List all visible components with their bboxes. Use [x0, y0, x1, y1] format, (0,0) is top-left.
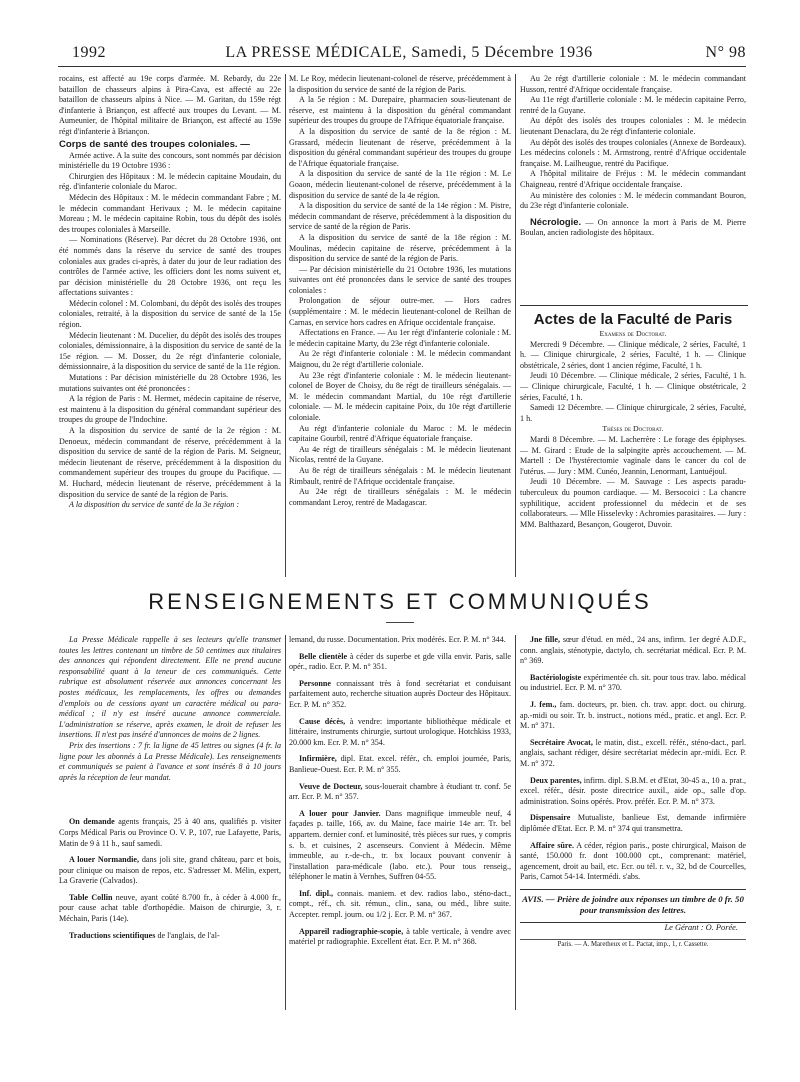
classified-ad [289, 889, 511, 921]
paragraph: A la disposition du service de santé de la 14e région : M. Pistre, médecin commandant de réserve, précédemment à la disposition du service de santé de la région de Paris. [289, 201, 511, 232]
ad-lead: Deux parentes, [530, 775, 582, 785]
paragraph: Au 2e régt d'artillerie coloniale : M. le médecin commandant Husson, rentré d'Afrique occidentale française. [520, 74, 746, 94]
header-rule [58, 66, 746, 67]
ad-text: de l'anglais, de l'al- [157, 930, 220, 940]
issue-number: N° 98 [705, 44, 746, 61]
ad-lead: On demande [69, 817, 115, 827]
ad-lead: Belle clientèle [299, 651, 348, 661]
notice-prices: Prix des insertions : 7 fr. la ligne de 45 lettres ou signes (4 fr. la ligne pour les abonnés à La Presse Médicale). Les renseignements et communiqués se paient à l'avance et sont insérés 8 à 10 jours après la réception de leur mandat. [59, 740, 281, 782]
ad-lead: Appareil radiographie-scopie, [299, 926, 404, 936]
faculty-box-rule-top [520, 305, 748, 306]
section-title: Corps de santé des troupes coloniales. — [59, 138, 250, 150]
classified-ad [289, 927, 511, 948]
paragraph: Armée active. A la suite des concours, sont nommés par décision ministérielle du 19 Octobre 1936 : [59, 150, 281, 171]
notice-intro: La Presse Médicale rappelle à ses lecteurs qu'elle transmet toutes les lettres contenant un timbre de 50 centimes aux titulaires des annonces qui répondent directement. Elle ne prend aucune responsabilité quant à la teneur de ces communiqués. Cette rubrique est absolument réservée aux annonces concernant les postes médicaux, les remplacements, les offres ou demandes d'emplois ou de cessions ayant un caractère médical ou para-médical ; il n'y est inséré aucune annonce commerciale. L'administration se réserve, après examen, le droit de refuser les insertions. Il n'est pas inséré d'annonces de moins de 2 lignes. [59, 635, 281, 740]
classified-ad [59, 817, 281, 849]
paragraph: rocains, est affecté au 19e corps d'armée. M. Rebardy, du 22e bataillon de chasseurs alpins à Pira-Cava, est affecté au 22e bataillon de chasseurs alpins à Nice. — M. Garitan, du 159e régt d'infanterie à Briançon, est affecté aux troupes du Levant. — M. Aumeunier, de l'hôpital militaire de Briançon, est affecté au 159e régt d'infanterie à Briançon. [59, 74, 281, 136]
paragraph: Affectations en France. — Au 1er régt d'infanterie coloniale : M. le médecin capitaine Marty, du 23e régt d'infanterie coloniale. [289, 328, 511, 348]
ad-text: connaissant très à fond secrétariat et conduisant parfaitement auto, recherche situation auprès Docteur des Hôpitaux. Ecr. P. M. n° 352. [289, 678, 511, 709]
top-column-2 [289, 74, 511, 508]
classified-ad [520, 673, 746, 694]
ad-text: infirm. dipl. S.B.M. et d'Etat, 30-45 a., 10 a. prat., excel. référ., désir. poste directrice auxil., aide op., salle d'op. administration. Soins opérés. Prov. préfér. Ecr. P. M. n° 373. [520, 775, 746, 806]
bottom-column-3 [520, 635, 746, 951]
faculty-title: Actes de la Faculté de Paris [533, 311, 733, 328]
ad-lead: Inf. dipl., [299, 888, 334, 898]
ad-lead: Cause décès, [299, 716, 346, 726]
paragraph: A la région de Paris : M. Hermet, médecin capitaine de réserve, est maintenu à la disposition du général commandant supérieur des troupes du groupe de l'Indochine. [59, 394, 281, 425]
column-divider [515, 635, 516, 1010]
paragraph: Au régt d'infanterie coloniale du Maroc : M. le médecin capitaine Gourbil, rentré d'Afrique équatoriale française. [289, 423, 511, 444]
paragraph: Médecin lieutenant : M. Ducelier, du dépôt des isolés des troupes coloniales, démissionnaire, à la disposition du service de santé de la 15e région. — M. Dosser, du 2e régt d'infanterie coloniale, démissionnaire, à la disposition du service de santé de la 11e région. [59, 330, 281, 372]
bottom-column-2 [289, 635, 511, 954]
classified-ad-continued: lemand, du russe. Documentation. Prix modérés. Ecr. P. M. n° 344. [289, 635, 506, 644]
ad-text: neuve, ayant coûté 8.700 fr., à céder à 4.000 fr., pour cause achat table d'orthopédie. Maison de chirurgie, 3, r. Méchain, Paris (14e). [59, 892, 281, 924]
ad-lead: Bactériologiste [530, 672, 582, 682]
paragraph: Au ministère des colonies : M. le médecin commandant Bouron, du 23e régt d'infanterie coloniale. [520, 190, 746, 211]
classified-ad [520, 700, 746, 732]
top-column-3 [520, 74, 746, 239]
paragraph: — Par décision ministérielle du 21 Octobre 1936, les mutations suivantes ont été prononcées dans le service de santé des troupes coloniales : [289, 264, 511, 295]
classified-ad [520, 738, 746, 770]
ad-text: dipl. Etat. excel. référ., ch. emploi journée, Paris, Banlieue-Ouest. Ecr. P. M. n° 355. [289, 754, 511, 774]
classified-ad [59, 931, 281, 942]
classified-ad [520, 841, 746, 883]
paragraph: Au dépôt des isolés des troupes coloniales (Annexe de Bordeaux). Les médecins colonels : M. Armstrong, rentré d'Afrique occidentale française. M. Lailheugue, rentré du Pacifique. [520, 137, 746, 168]
ad-text: Dans magnifique immeuble neuf, 4 façades p. taille, 166, av. du Maine, face mairie 14e arr. Tr. bel appartem. dernier conf. et luminosité, très pièces sur rues, y compris s. b. et cuisines, 2 ascenseurs. Convient à Médecin. Même immeuble, au r.-de-ch., tr. bx locaux pouvant convenir à l'installation para-médicale (labo. etc.). Pour tous renseig., téléphoner le matin à Vernhes, Suffren 04-55. [289, 808, 511, 882]
ad-lead: Veuve de Docteur, [299, 781, 363, 791]
ad-lead: Jne fille, [530, 635, 561, 644]
paragraph: Au 24e régt de tirailleurs sénégalais : M. le médecin commandant Leroy, rentré de Madagascar. [289, 487, 511, 507]
ad-text: fam. docteurs, pr. bien. ch. trav. appr. doct. ou chirurg. ap.-midi ou soir. Tr. b. instruct., notions méd., pratic. et angl. Ecr. P. M. n° 371. [520, 699, 746, 731]
column-divider [515, 74, 516, 577]
paragraph: — Nominations (Réserve). Par décret du 28 Octobre 1936, ont été nommés dans la réserve du service de santé des troupes coloniales aux grades ci-après, à dater du jour de leur radiation des contrôles de l'armée active, les officiers dont les noms suivent et, par décision ministérielle du 28 Octobre 1936, ont reçu les affectations suivantes : [59, 235, 281, 298]
ad-lead: Table Collin [69, 892, 113, 902]
paragraph: A la disposition du service de santé de la 2e région : M. Denoeux, médecin commandant de réserve, précédemment à la disposition du service de santé de la région de Paris. M. Seigneur, médecin lieutenant de réserve, précédemment à la disposition du commandement supérieur des troupes du groupe du Pacifique. — M. Huchard, médecin lieutenant de réserve, précédemment à la disposition du service de santé de la région de Paris. [59, 426, 281, 499]
ad-text: le matin, dist., excell. référ., sténo-dact., parl. anglais, sachant rédiger, désire secrétariat médecin apr.-midi. Ecr. P. M. n° 372. [520, 737, 746, 768]
ad-lead: Dispensaire [530, 813, 571, 823]
top-column-1 [59, 74, 281, 511]
classified-ad [289, 679, 511, 711]
ad-lead: Affaire sûre. [530, 840, 574, 850]
classified-ad [289, 652, 511, 673]
paragraph: Au 23e régt d'infanterie coloniale : M. le médecin lieutenant-colonel de Boyer de Choisy, du 8e régt de tirailleurs sénégalais. — M. le médecin commandant Martial, du 10e régt d'artillerie coloniale. — M. le médecin capitaine Poix, du 10e régt d'artillerie coloniale. [289, 370, 511, 422]
paragraph: A la disposition du service de santé de la 11e région : M. Le Goaon, médecin lieutenant-colonel de réserve, précédemment à la disposition du service de santé de la 4e région. [289, 169, 511, 200]
column-divider [285, 74, 286, 577]
gerant-signature: Le Gérant : O. Porée. [664, 922, 738, 932]
classified-ad [520, 635, 746, 667]
necrology [520, 215, 746, 239]
page-header [72, 44, 746, 66]
faculty-section [520, 311, 746, 530]
paragraph: Mutations : Par décision ministérielle du 28 Octobre 1936, les mutations suivantes ont été prononcées : [59, 373, 281, 393]
paragraph: A la disposition du service de santé de la 8e région : M. Grassard, médecin lieutenant de réserve, précédemment à la disposition du général commandant supérieur des troupes du groupe de l'Afrique équatoriale française. [289, 126, 511, 168]
thesis-subtitle: Thèses de Doctorat. [602, 424, 664, 434]
column-divider [285, 635, 286, 1010]
classified-ad [59, 855, 281, 887]
ad-text: à céder ds superbe et gde villa envir. Paris, salle opér., radio. Ecr. P. M. n° 351. [289, 651, 512, 672]
renseignements-title: RENSEIGNEMENTS ET COMMUNIQUÉS [148, 589, 652, 614]
ad-lead: Secrétaire Avocat, [530, 737, 593, 747]
necrology-title: Nécrologie. [530, 215, 582, 227]
ad-text: Mutualiste, banlieue Est, demande infirmière diplômée d'Etat. Ecr. P. M. n° 374 qui transmettra. [520, 813, 747, 833]
paragraph: Au 8e régt de tirailleurs sénégalais : M. le médecin lieutenant Rimbault, rentré de l'Afrique occidentale française. [289, 465, 511, 486]
page-number: 1992 [72, 44, 106, 61]
ad-lead: Infirmière, [299, 754, 337, 764]
paragraph: A la 5e région : M. Durepaire, pharmacien sous-lieutenant de réserve, est maintenu à la disposition du général commandant supérieur des troupes du groupe de l'Afrique équatoriale française. [289, 95, 511, 126]
thesis-entry: Mardi 8 Décembre. — M. Lacherrère : Le forage des épiphyses. — M. Girard : Etude de la salpingite après accouchement. — M. Martell : De l'hystérectomie vaginale dans le cancer du col de l'utérus. — Jury : MM. Cunéo, Jeannin, Lenormant, Lantuéjoul. [520, 434, 746, 476]
ad-lead: A louer Normandie, [69, 855, 140, 865]
exam-subtitle: Examens de Doctorat. [599, 329, 667, 338]
ad-text: sous-louerait chambre à étudiant tr. conf. 5e arr. Ecr. P. M. n° 357. [289, 781, 511, 802]
classified-ad [59, 893, 281, 925]
ad-lead: J. fem., [530, 699, 557, 709]
thesis-entry: Jeudi 10 Décembre. — M. Sauvage : Les aspects paradu-tuberculeux du poumon cardiaque. — M. Bersocoici : La chancre syphilitique, accident professionnel du médecin et de ses collaborateurs. — Mlle Hisselevky : Achromies parasitaires. — Jury : MM. Balthazard, Besançon, Gougerot, Duvoir. [520, 477, 746, 529]
paragraph: Au 2e régt d'infanterie coloniale : M. le médecin commandant Maignou, du 2e régt d'artillerie coloniale. [289, 349, 511, 370]
avis-rule [520, 889, 746, 890]
ad-lead: A louer pour Janvier. [299, 808, 381, 818]
ad-text: à vendre: importante bibliothèque médicale et littéraire, instruments chirurgie, surtout urologique. Hotchkiss 1933, 20.000 km. Ecr. P. M. n° 354. [289, 716, 511, 747]
avis-notice: AVIS. — Prière de joindre aux réponses un timbre de 0 fr. 50 pour transmission des lettres. [522, 893, 744, 915]
classified-ad [289, 717, 511, 749]
paragraph: Au 11e régt d'artillerie coloniale : M. le médecin capitaine Perro, rentré de la Guyane. [520, 95, 746, 115]
exam-entry: Mercredi 9 Décembre. — Clinique médicale, 2 séries, Faculté, 1 h. — Clinique chirurgicale, 2 séries, Faculté, 1 h. — Clinique obstétricale, 2 séries, dont 1 ancien régime, Faculté, 1 h. [520, 339, 746, 370]
exam-entry: Jeudi 10 Décembre. — Clinique médicale, 2 séries, Faculté, 1 h. — Clinique chirurgicale, Faculté, 1 h. — Clinique obstétricale, 2 séries, Faculté, 1 h. [520, 371, 746, 402]
ad-text: dans joli site, grand château, parc et bois, pour clinique ou maison de repos, etc. S'adresser M. Mélin, expert, La Graverie (Calvados). [59, 855, 281, 886]
paragraph: Médecin colonel : M. Colombani, du dépôt des isolés des troupes coloniales, retraité, à la disposition du service de santé de la 15e région. [59, 298, 281, 330]
printer-line: Paris. — A. Maretheux et L. Pactat, imp., 1, r. Cassette. [557, 941, 709, 949]
paragraph: Médecin des Hôpitaux : M. le médecin commandant Fabre ; M. le médecin commandant Herivaux ; M. le médecin capitaine Moreau ; M. le médecin capitaine Robin, tous du dépôt des isolés des troupes coloniales à Marseille. [59, 192, 281, 234]
ad-text: expérimentée ch. sit. pour tous trav. labo. médical ou industriel. Ecr. P. M. n° 370. [520, 672, 746, 693]
paragraph: A l'hôpital militaire de Fréjus : M. le médecin commandant Chaigneau, rentré d'Afrique occidentale française. [520, 169, 746, 189]
ad-text: connais. maniem. et dev. radios labo., sténo-dact., compt., réf., ch. sit. rémun., clin., sana, ou méd., libre suite. Accepter. rempl. journ. ou 1/2 j. Ecr. P. M. n° 367. [289, 888, 511, 920]
classified-ad [520, 813, 746, 834]
necrology-text: — On annonce la mort à Paris de M. Pierre Boulan, ancien radiologiste des hôpitaux. [520, 217, 746, 238]
paragraph: M. Le Roy, médecin lieutenant-colonel de réserve, précédemment à la disposition du service de santé de la région de Paris. [289, 74, 511, 94]
paragraph: Au dépôt des isolés des troupes coloniales : M. le médecin lieutenant Denaclara, du 2e régt d'infanterie coloniale. [520, 116, 746, 136]
ad-text: sœur d'étud. en méd., 24 ans, infirm. 1er degré A.D.F., conn. anglais, sténotypie, dactylo, ch. secrétariat médical. Ecr. P. M. n° 369. [520, 635, 746, 666]
journal-title: LA PRESSE MÉDICALE, Samedi, 5 Décembre 1936 [225, 44, 593, 61]
bottom-column-1 [59, 635, 281, 947]
paragraph: Au 4e régt de tirailleurs sénégalais : M. le médecin lieutenant Nicolas, rentré de la Guyane. [289, 444, 511, 465]
ad-text: A céder, région paris., poste chirurgical, Maison de santé, 150.000 fr. dont 100.000 cpt., comprenant: matériel, agencement, droit au bail, etc. Ecr. ou tél. r. v., 32, bd de Courcelles, Paris, Carnot 54-14. Intermédi. s'abs. [520, 840, 746, 882]
paragraph: Prolongation de séjour outre-mer. — Hors cadres (supplémentaire : M. le médecin lieutenant-colonel de Reilhan de Carnas, en service hors cadres en Afrique occidentale française. [289, 296, 511, 327]
paragraph: A la disposition du service de santé de la 3e région : [69, 500, 240, 510]
classified-ad [520, 776, 746, 808]
ad-text: agents français, 25 à 40 ans, qualifiés p. visiter Corps Médical Paris ou Province O. V. P., 107, rue Lafayette, Paris, Matin de 9 à 11 h., sauf samedi. [59, 817, 281, 848]
exam-entry: Samedi 12 Décembre. — Clinique chirurgicale, 2 séries, Faculté, 1 h. [520, 403, 746, 423]
ad-lead: Traductions scientifiques [69, 930, 156, 940]
classified-ad [289, 809, 511, 883]
title-rule [386, 622, 414, 623]
paragraph: Chirurgien des Hôpitaux : M. le médecin capitaine Moudain, du rég. d'infanterie coloniale du Maroc. [59, 171, 281, 192]
classified-ad [289, 754, 511, 775]
ad-text: à table verticale, à vendre avec matériel pr radiographie. Excellent état. Ecr. P. M. n° 368. [289, 926, 511, 947]
ad-lead: Personne [299, 678, 331, 688]
paragraph: A la disposition du service de santé de la 18e région : M. Moulinas, médecin capitaine de réserve, précédemment à la disposition du service de santé de la région de Paris. [289, 232, 511, 264]
classified-ad [289, 782, 511, 803]
